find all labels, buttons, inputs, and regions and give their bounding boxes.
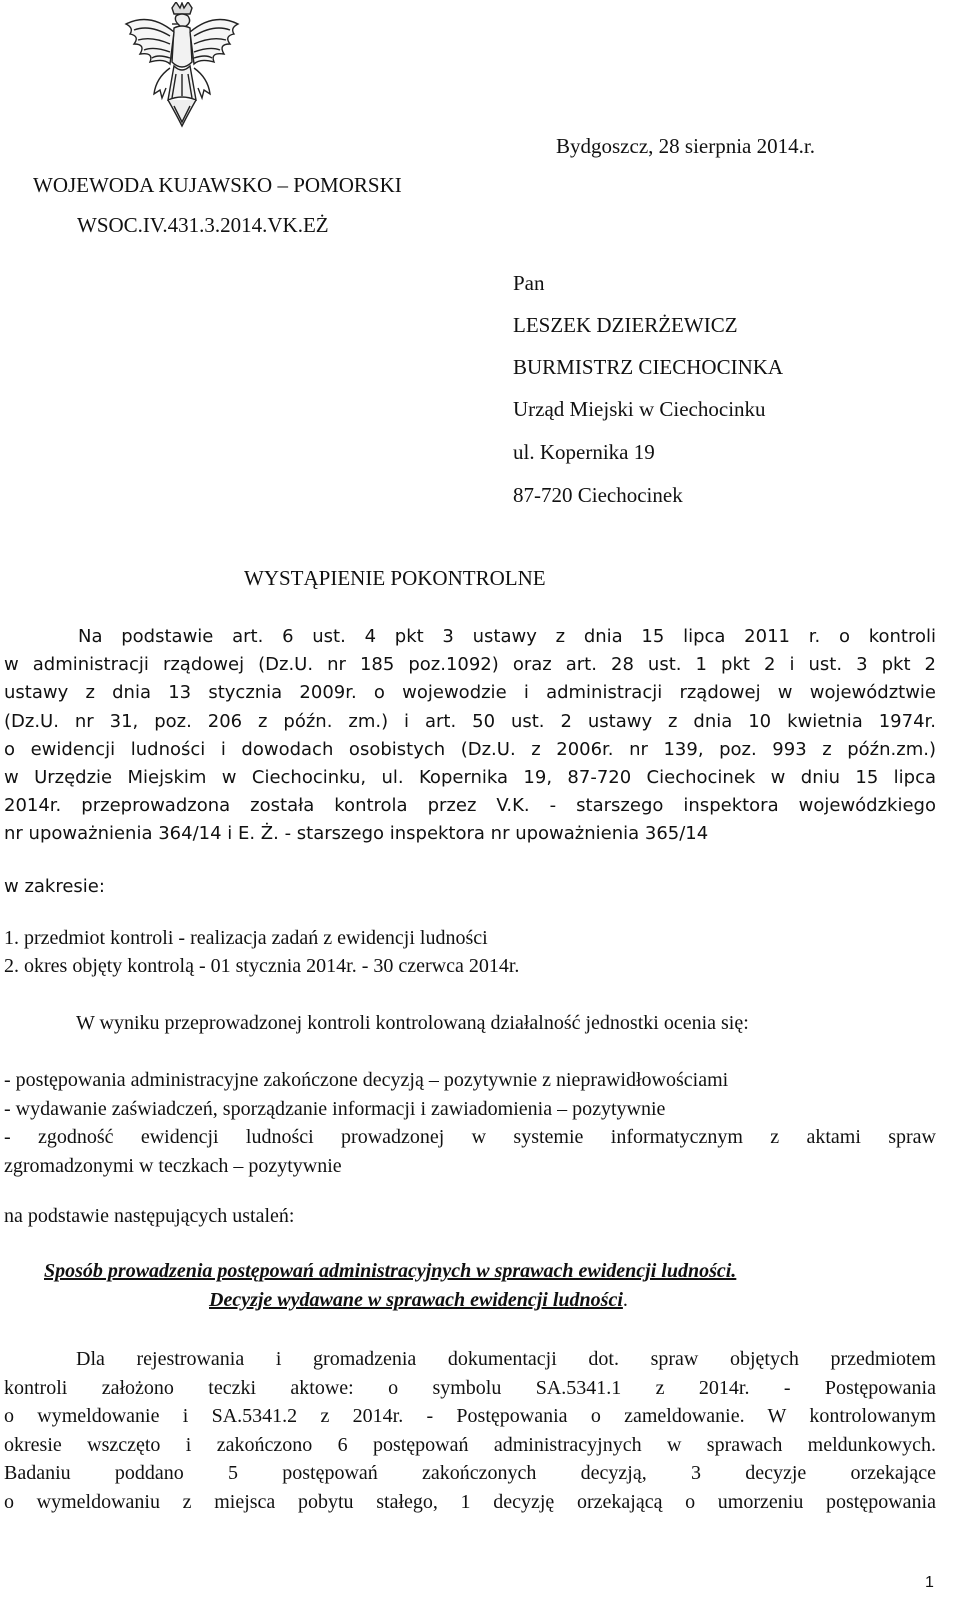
intro-line: 2014r. przeprowadzona została kontrola przez V.K. - starszego inspektora wojewódzkiego	[4, 795, 936, 817]
intro-paragraph	[4, 623, 936, 849]
body-line: Badaniu poddano 5 postępowań zakończonych decyzją, 3 decyzje orzekające	[4, 1462, 936, 1484]
section-title: Sposób prowadzenia postępowań administracyjnych w sprawach ewidencji ludności.	[44, 1260, 737, 1282]
section-subtitle: Decyzje wydawane w sprawach ewidencji ludności	[209, 1289, 623, 1311]
intro-line: w administracji rządowej (Dz.U. nr 185 poz.1092) oraz art. 28 ust. 1 pkt 2 i ust. 3 pkt 2	[4, 654, 936, 676]
polish-eagle-emblem	[120, 2, 244, 128]
body-line: o wymeldowaniu z miejsca pobytu stałego, 1 decyzję orzekającą o umorzeniu postępowania	[4, 1490, 936, 1513]
scope-item: 2. okres objęty kontrolą - 01 stycznia 2014r. - 30 czerwca 2014r.	[4, 955, 520, 977]
findings-label: na podstawie następujących ustaleń:	[4, 1205, 295, 1227]
body-line: okresie wszczęto i zakończono 6 postępowań administracyjnych w sprawach meldunkowych.	[4, 1433, 936, 1456]
body-line: o wymeldowanie i SA.5341.2 z 2014r. - Postępowania o zameldowanie. W kontrolowanym	[4, 1405, 936, 1427]
body-line: Dla rejestrowania i gromadzenia dokumentacji dot. spraw objętych przedmiotem	[76, 1348, 936, 1370]
scope-label: w zakresie:	[4, 876, 105, 897]
recipient-salutation: Pan	[513, 271, 545, 295]
intro-line: Na podstawie art. 6 ust. 4 pkt 3 ustawy z dnia 15 lipca 2011 r. o kontroli	[78, 626, 936, 647]
recipient-city: 87-720 Ciechocinek	[513, 483, 683, 507]
intro-line: (Dz.U. nr 31, poz. 206 z późn. zm.) i art. 50 ust. 2 ustawy z dnia 10 kwietnia 1974r.	[4, 710, 936, 732]
recipient-name: LESZEK DZIERŻEWICZ	[513, 313, 738, 337]
recipient-office: Urząd Miejski w Ciechocinku	[513, 397, 766, 421]
place-date: Bydgoszcz, 28 sierpnia 2014.r.	[556, 134, 815, 158]
body-paragraph	[4, 1345, 936, 1516]
reference-number: WSOC.IV.431.3.2014.VK.EŻ	[77, 213, 329, 237]
page-number: 1	[925, 1574, 934, 1591]
assessment-line: zgromadzonymi w teczkach – pozytywnie	[4, 1154, 342, 1177]
assessment-line: - wydawanie zaświadczeń, sporządzanie informacji i zawiadomienia – pozytywnie	[4, 1097, 666, 1120]
body-line: kontroli założono teczki aktowe: o symbolu SA.5341.1 z 2014r. - Postępowania	[4, 1376, 936, 1399]
intro-line: nr upoważnienia 364/14 i E. Ż. - starszego inspektora nr upoważnienia 365/14	[4, 823, 709, 845]
scope-item: 1. przedmiot kontroli - realizacja zadań z ewidencji ludności	[4, 927, 488, 949]
intro-line: ustawy z dnia 13 stycznia 2009r. o wojewodzie i administracji rządowej w województwie	[4, 682, 936, 704]
section-subtitle-period: .	[622, 1289, 628, 1311]
issuer-name: WOJEWODA KUJAWSKO – POMORSKI	[33, 173, 402, 197]
assessment-list	[4, 1066, 936, 1180]
document-heading: WYSTĄPIENIE POKONTROLNE	[244, 566, 546, 590]
intro-line: w Urzędzie Miejskim w Ciechocinku, ul. Kopernika 19, 87-720 Ciechocinek w dniu 15 lipca	[4, 766, 936, 788]
assessment-line: - zgodność ewidencji ludności prowadzonej w systemie informatycznym z aktami spraw	[4, 1126, 936, 1148]
assessment-intro: W wyniku przeprowadzonej kontroli kontrolowaną działalność jednostki ocenia się:	[76, 1012, 749, 1034]
recipient-title: BURMISTRZ CIECHOCINKA	[513, 355, 784, 379]
assessment-line: - postępowania administracyjne zakończone decyzją – pozytywnie z nieprawidłowościami	[4, 1069, 729, 1091]
intro-line: o ewidencji ludności i dowodach osobistych (Dz.U. z 2006r. nr 139, poz. 993 z późn.zm.)	[4, 738, 936, 760]
section-subtitle-wrapper	[209, 1289, 628, 1312]
recipient-street: ul. Kopernika 19	[513, 440, 655, 464]
